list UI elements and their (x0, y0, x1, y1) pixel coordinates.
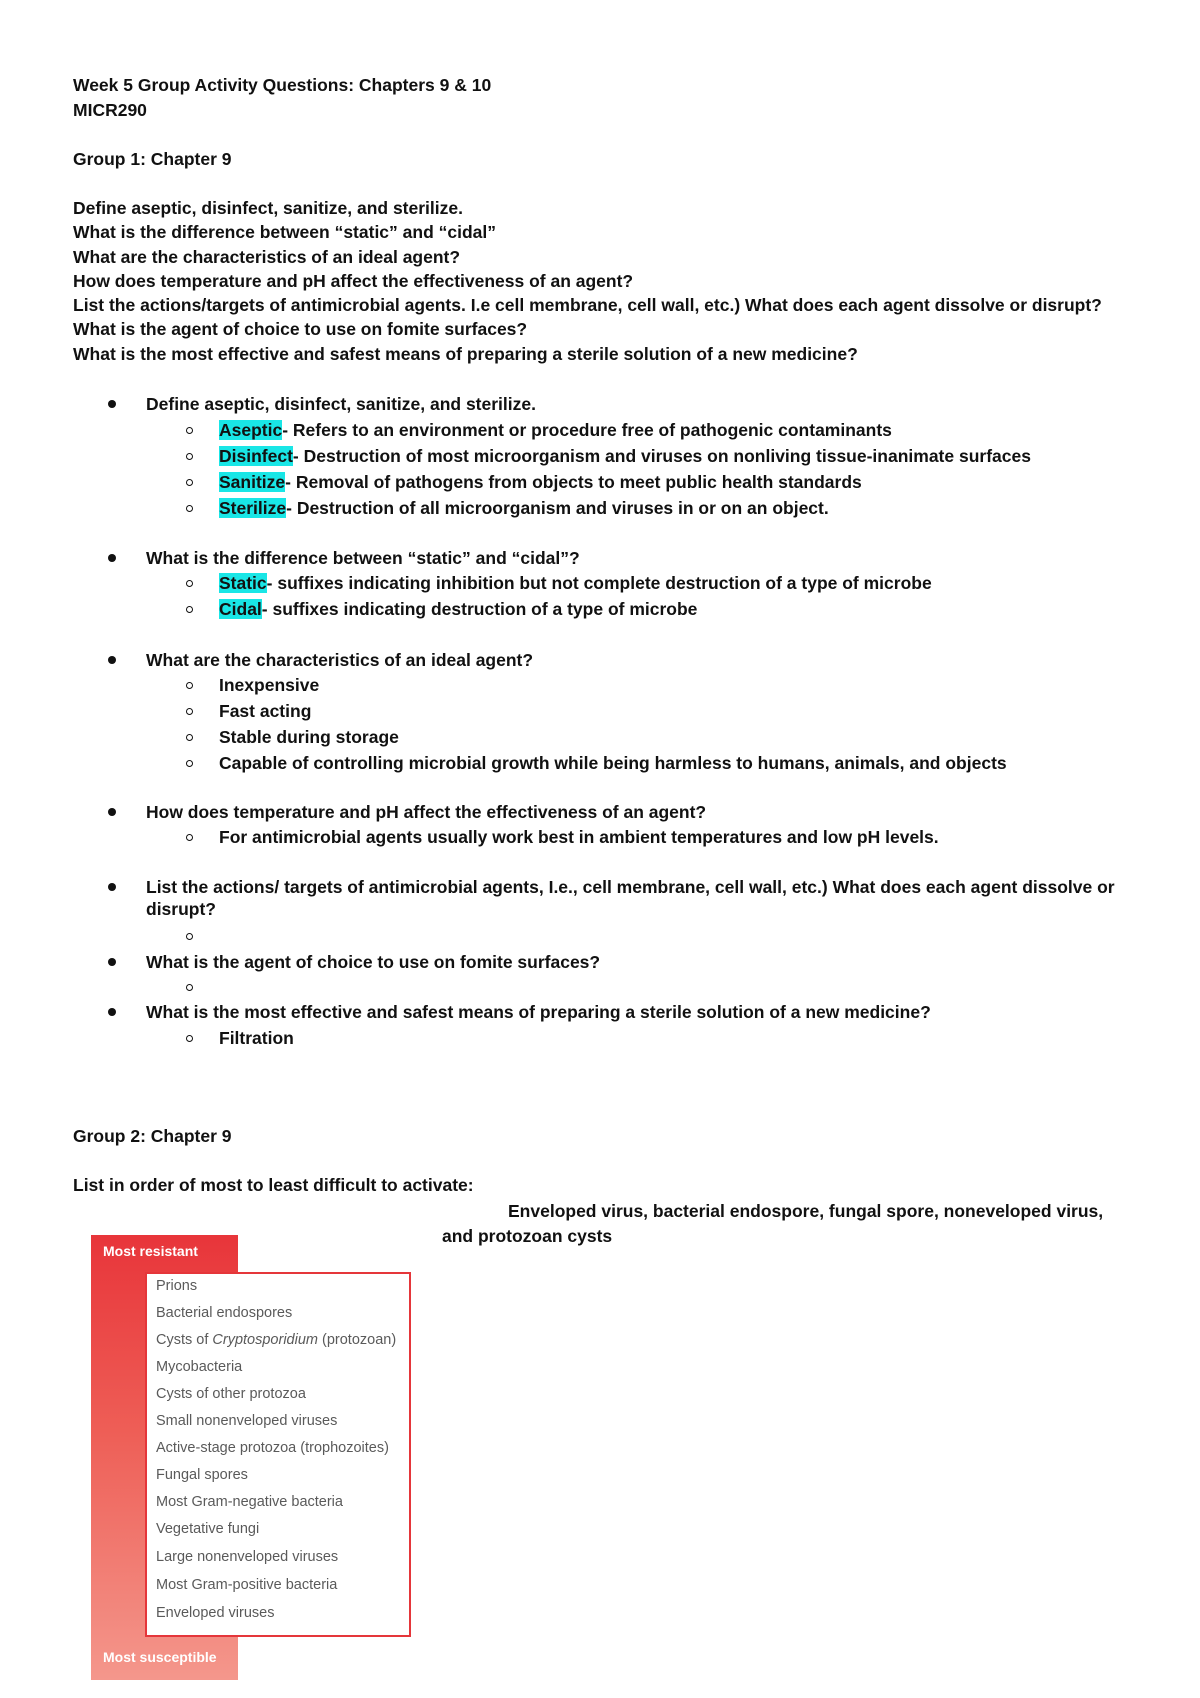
answer-item-text: - Destruction of most microorganism and viruses on nonliving tissue-inanimate surfaces (292, 446, 1031, 466)
answer-item (219, 598, 697, 620)
course-code: MICR290 (73, 100, 147, 120)
group2-heading: Group 2: Chapter 9 (73, 1126, 232, 1146)
circle-bullet-icon (186, 708, 193, 715)
answer-item (219, 497, 829, 519)
resistance-item-post: (protozoan) (317, 1332, 397, 1348)
answer-item: Capable of controlling microbial growth while being harmless to humans, animals, and objects (219, 753, 1007, 773)
resistance-item: Mycobacteria (156, 1359, 243, 1375)
answer-item (219, 445, 1031, 467)
answer-question: What is the most effective and safest means of preparing a sterile solution of a new medicine? (146, 1002, 931, 1022)
highlighted-term: Static (219, 573, 267, 593)
circle-bullet-icon (186, 606, 193, 613)
answer-item: Fast acting (219, 701, 312, 721)
answer-question: How does temperature and pH affect the effectiveness of an agent? (146, 802, 707, 822)
bullet-icon (108, 958, 116, 966)
bullet-icon (108, 656, 116, 664)
resistance-item: Most Gram-positive bacteria (156, 1577, 338, 1593)
answer-item (219, 572, 932, 594)
bullet-icon (108, 808, 116, 816)
answer-question: List the actions/ targets of antimicrobial agents, I.e., cell membrane, cell wall, etc.) What does each agent dissolve or disrupt? (146, 877, 1115, 919)
question-line: What is the agent of choice to use on fomite surfaces? (73, 319, 528, 339)
answer-question: What is the agent of choice to use on fomite surfaces? (146, 952, 601, 972)
group2-prompt: List in order of most to least difficult to activate: (73, 1175, 474, 1195)
highlighted-term: Sterilize (219, 498, 287, 518)
group2-answer-line2: and protozoan cysts (442, 1226, 613, 1246)
circle-bullet-icon (186, 933, 193, 940)
document-title: Week 5 Group Activity Questions: Chapters 9 & 10 (73, 75, 492, 95)
answer-item (219, 471, 862, 493)
answer-item: Inexpensive (219, 675, 320, 695)
resistance-item: Small nonenveloped viruses (156, 1413, 338, 1429)
answer-item: Stable during storage (219, 727, 399, 747)
resistance-item-italic: Cryptosporidium (212, 1332, 318, 1348)
bullet-icon (108, 1008, 116, 1016)
circle-bullet-icon (186, 505, 193, 512)
group1-heading: Group 1: Chapter 9 (73, 149, 232, 169)
answer-item-text: - Removal of pathogens from objects to meet public health standards (285, 472, 862, 492)
circle-bullet-icon (186, 479, 193, 486)
most-resistant-label: Most resistant (103, 1243, 198, 1259)
highlighted-term: Aseptic (219, 420, 283, 440)
question-line: What are the characteristics of an ideal agent? (73, 247, 461, 267)
circle-bullet-icon (186, 734, 193, 741)
question-line: What is the difference between “static” and “cidal” (73, 222, 497, 242)
question-line: How does temperature and pH affect the effectiveness of an agent? (73, 271, 634, 291)
question-line: Define aseptic, disinfect, sanitize, and sterilize. (73, 198, 463, 218)
highlighted-term: Cidal (219, 599, 262, 619)
answer-item-text: - Destruction of all microorganism and viruses in or on an object. (286, 498, 829, 518)
circle-bullet-icon (186, 427, 193, 434)
resistance-item: Cysts of other protozoa (156, 1386, 306, 1402)
most-susceptible-label: Most susceptible (103, 1649, 217, 1665)
circle-bullet-icon (186, 760, 193, 767)
highlighted-term: Disinfect (219, 446, 293, 466)
resistance-item-pre: Cysts of (156, 1332, 213, 1348)
answer-question: Define aseptic, disinfect, sanitize, and sterilize. (146, 394, 536, 414)
highlighted-term: Sanitize (219, 472, 286, 492)
circle-bullet-icon (186, 834, 193, 841)
circle-bullet-icon (186, 580, 193, 587)
circle-bullet-icon (186, 1035, 193, 1042)
resistance-item: Large nonenveloped viruses (156, 1549, 339, 1565)
resistance-item: Prions (156, 1278, 198, 1294)
resistance-item: Most Gram-negative bacteria (156, 1494, 343, 1510)
resistance-item: Active-stage protozoa (trophozoites) (156, 1440, 389, 1456)
resistance-item: Enveloped viruses (156, 1605, 275, 1621)
answer-question: What is the difference between “static” and “cidal”? (146, 548, 580, 568)
circle-bullet-icon (186, 682, 193, 689)
answer-item: For antimicrobial agents usually work best in ambient temperatures and low pH levels. (219, 827, 939, 847)
resistance-item: Bacterial endospores (156, 1305, 293, 1321)
circle-bullet-icon (186, 984, 193, 991)
answer-item: Filtration (219, 1028, 294, 1048)
bullet-icon (108, 554, 116, 562)
resistance-item: Fungal spores (156, 1467, 248, 1483)
answer-item (219, 419, 892, 441)
answer-question: What are the characteristics of an ideal agent? (146, 650, 534, 670)
question-line: List the actions/targets of antimicrobial agents. I.e cell membrane, cell wall, etc.) What does each agent dissolve or disrupt? (73, 295, 1102, 315)
bullet-icon (108, 400, 116, 408)
answer-item-text: - Refers to an environment or procedure free of pathogenic contaminants (282, 420, 892, 440)
answer-item-text: - suffixes indicating destruction of a type of microbe (261, 599, 698, 619)
resistance-item (156, 1332, 396, 1348)
answer-item-text: - suffixes indicating inhibition but not complete destruction of a type of microbe (266, 573, 932, 593)
bullet-icon (108, 883, 116, 891)
resistance-item: Vegetative fungi (156, 1521, 260, 1537)
question-line: What is the most effective and safest means of preparing a sterile solution of a new medicine? (73, 344, 858, 364)
group2-answer-line1: Enveloped virus, bacterial endospore, fungal spore, noneveloped virus, (508, 1201, 1104, 1221)
circle-bullet-icon (186, 453, 193, 460)
